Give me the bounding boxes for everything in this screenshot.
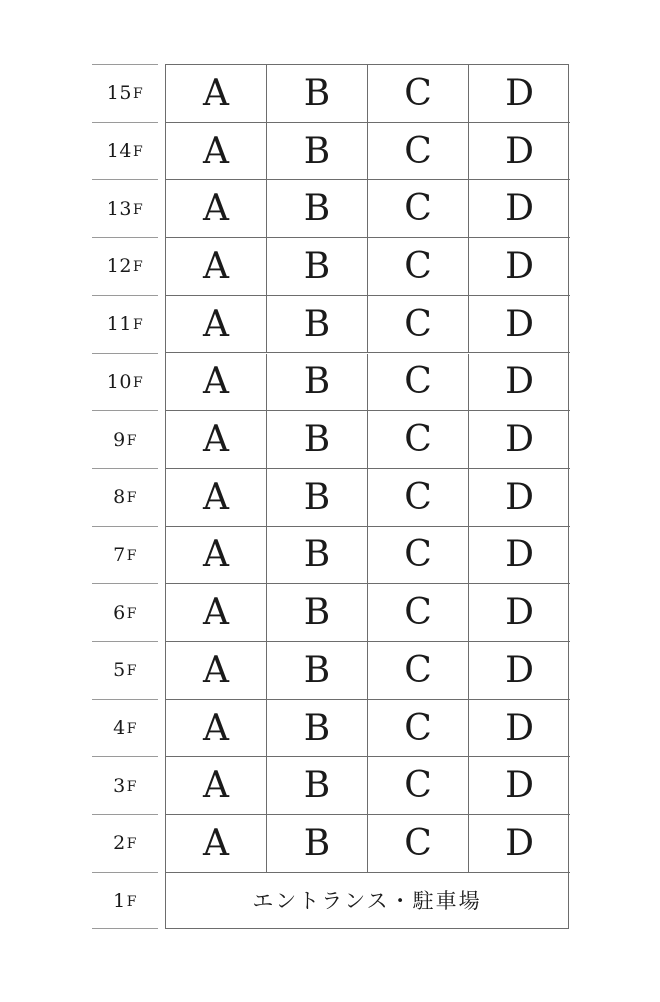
unit-cell: D	[469, 238, 570, 296]
unit-cell: B	[267, 642, 368, 700]
unit-cell: A	[166, 123, 267, 181]
floor-unit-suffix: F	[132, 259, 144, 276]
unit-cell: B	[267, 584, 368, 642]
floor-number: 1	[113, 889, 126, 912]
unit-cell: B	[267, 180, 368, 238]
unit-cell: A	[166, 180, 267, 238]
floor-label	[92, 526, 158, 584]
floor-unit-suffix: F	[126, 432, 137, 449]
unit-cell: A	[166, 584, 267, 642]
unit-cell: D	[469, 180, 570, 238]
floor-unit-suffix: F	[132, 144, 144, 161]
entrance-parking-cell: エントランス・駐車場	[252, 889, 482, 914]
unit-cell: C	[368, 180, 469, 238]
floor-label	[92, 814, 158, 872]
floor-number: 14	[106, 140, 132, 163]
floor-unit-suffix: F	[132, 317, 144, 334]
unit-cell: A	[166, 757, 267, 815]
floor-label	[92, 872, 158, 930]
unit-cell: D	[469, 354, 570, 412]
floor-unit-suffix: F	[126, 490, 137, 507]
unit-cell: D	[469, 815, 570, 873]
unit-cell: D	[469, 757, 570, 815]
floor-number: 8	[113, 486, 126, 509]
floor-unit-suffix: F	[126, 778, 137, 795]
unit-cell: B	[267, 65, 368, 123]
floor-label	[92, 410, 158, 468]
unit-cell: D	[469, 411, 570, 469]
floor-unit-suffix: F	[126, 836, 137, 853]
floor-label	[92, 122, 158, 180]
floor-number: 12	[106, 255, 132, 278]
unit-cell: A	[166, 469, 267, 527]
unit-cell: C	[368, 123, 469, 181]
unit-cell: A	[166, 642, 267, 700]
unit-cell: C	[368, 354, 469, 412]
floor-unit-suffix: F	[126, 721, 137, 738]
unit-cell: C	[368, 584, 469, 642]
floor-unit-suffix: F	[132, 374, 144, 391]
floor-number: 6	[113, 601, 126, 624]
floor-number: 4	[113, 717, 126, 740]
unit-cell: D	[469, 469, 570, 527]
unit-cell: C	[368, 411, 469, 469]
unit-cell: D	[469, 527, 570, 585]
floor-number: 9	[113, 428, 126, 451]
unit-cell: B	[267, 411, 368, 469]
floor-label	[92, 179, 158, 237]
unit-cell: B	[267, 527, 368, 585]
unit-cell: C	[368, 238, 469, 296]
floor-unit-suffix: F	[126, 663, 137, 680]
unit-cell: D	[469, 65, 570, 123]
unit-cell: B	[267, 354, 368, 412]
floor-number: 7	[113, 543, 126, 566]
floor-label	[92, 468, 158, 526]
unit-cell: A	[166, 354, 267, 412]
unit-cell: B	[267, 469, 368, 527]
floor-label	[92, 64, 158, 122]
unit-cell: A	[166, 815, 267, 873]
floor-label	[92, 756, 158, 814]
unit-cell: A	[166, 700, 267, 758]
unit-cell: B	[267, 700, 368, 758]
unit-cell: C	[368, 757, 469, 815]
unit-cell: B	[267, 757, 368, 815]
floor-unit-suffix: F	[132, 86, 144, 103]
floor-number: 3	[113, 774, 126, 797]
floor-number: 11	[106, 313, 132, 336]
floor-label	[92, 295, 158, 353]
unit-cell: C	[368, 642, 469, 700]
floor-unit-suffix: F	[126, 893, 137, 910]
unit-cell: C	[368, 700, 469, 758]
unit-cell: C	[368, 527, 469, 585]
floor-number: 13	[106, 197, 132, 220]
unit-cell: D	[469, 584, 570, 642]
unit-cell: A	[166, 411, 267, 469]
unit-cell: A	[166, 527, 267, 585]
floor-label	[92, 641, 158, 699]
floor-number: 10	[106, 370, 132, 393]
unit-cell: D	[469, 700, 570, 758]
floor-label	[92, 237, 158, 295]
unit-cell: A	[166, 238, 267, 296]
unit-cell: C	[368, 469, 469, 527]
unit-cell: B	[267, 296, 368, 354]
unit-cell: D	[469, 296, 570, 354]
unit-cell: B	[267, 123, 368, 181]
unit-cell: D	[469, 642, 570, 700]
floor-label	[92, 583, 158, 641]
floor-unit-suffix: F	[132, 201, 144, 218]
floor-label	[92, 699, 158, 757]
unit-cell: C	[368, 296, 469, 354]
floor-number: 15	[106, 82, 132, 105]
floor-unit-suffix: F	[126, 605, 137, 622]
floor-label	[92, 353, 158, 411]
floor-unit-suffix: F	[126, 547, 137, 564]
unit-grid	[165, 64, 569, 929]
unit-cell: C	[368, 815, 469, 873]
unit-cell: D	[469, 123, 570, 181]
unit-cell: A	[166, 296, 267, 354]
unit-cell: B	[267, 238, 368, 296]
floor-number: 2	[113, 832, 126, 855]
unit-cell: C	[368, 65, 469, 123]
unit-cell: A	[166, 65, 267, 123]
floor-number: 5	[113, 659, 126, 682]
unit-cell: B	[267, 815, 368, 873]
